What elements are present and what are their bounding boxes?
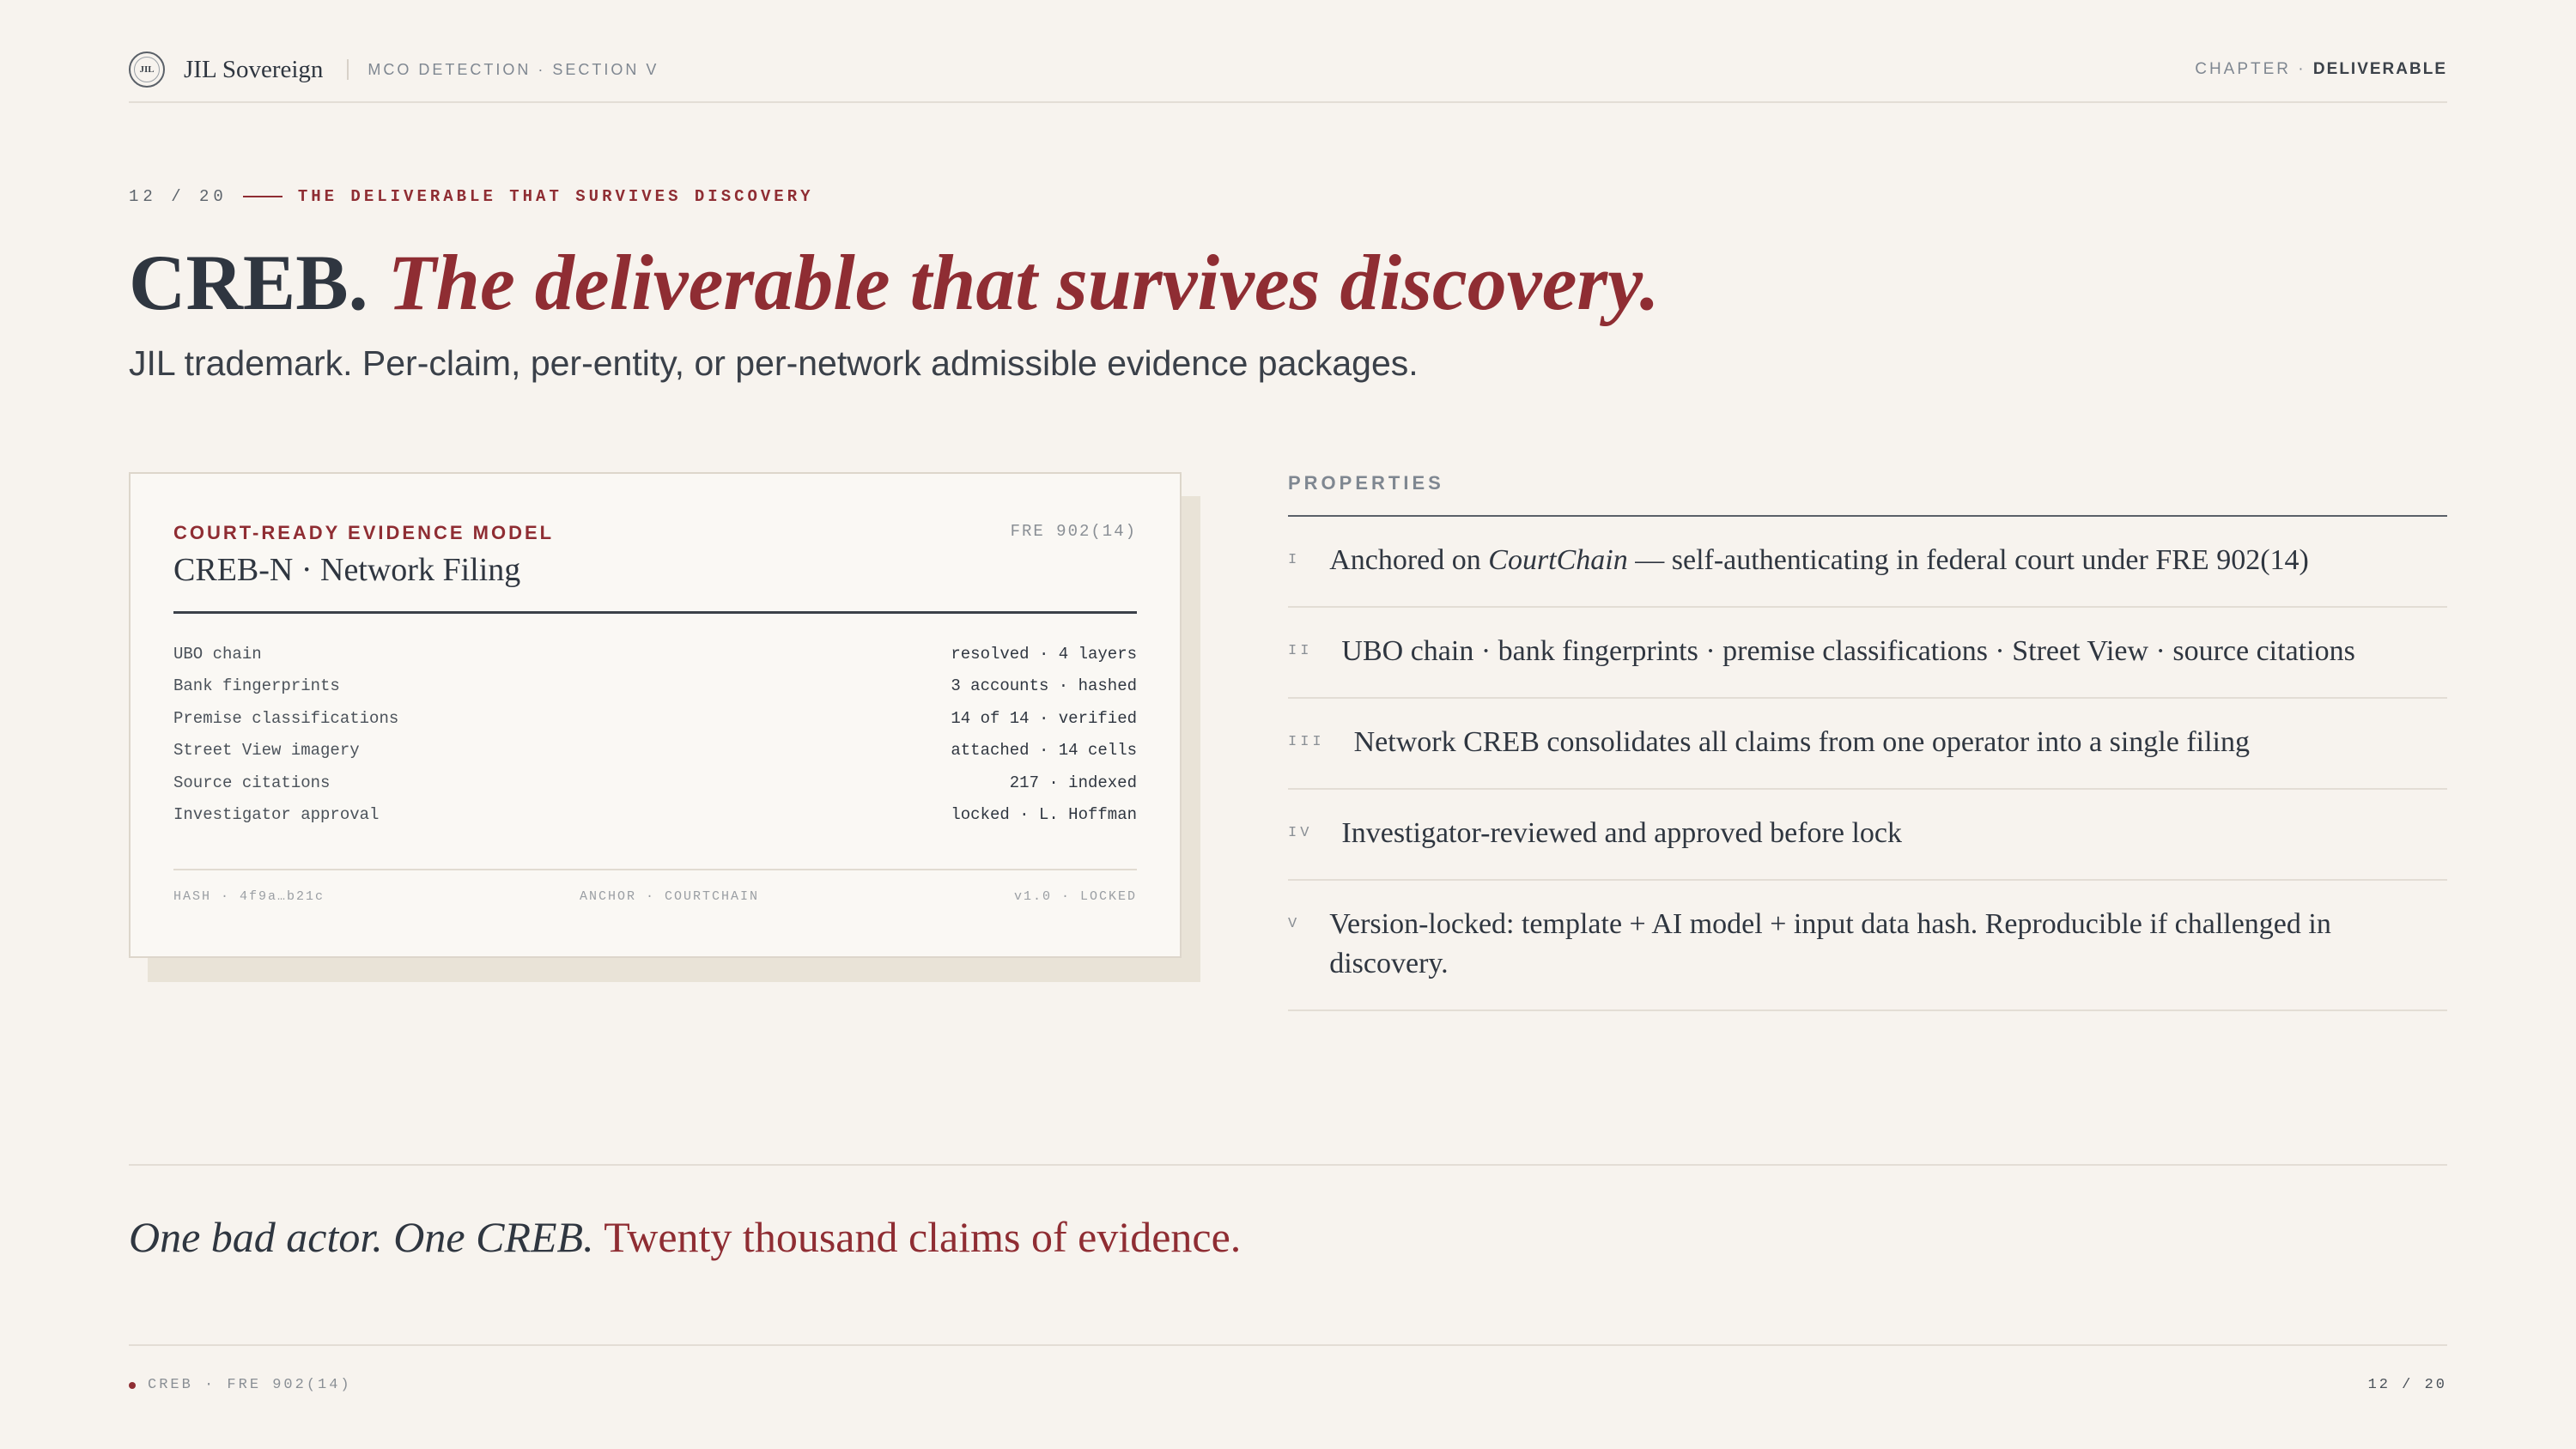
page-title bbox=[129, 235, 1660, 330]
quote-divider bbox=[129, 1164, 2447, 1166]
eyebrow-label: THE DELIVERABLE THAT SURVIVES DISCOVERY bbox=[297, 187, 814, 206]
card-version: v1.0 · LOCKED bbox=[1013, 889, 1137, 904]
property-numeral: III bbox=[1288, 734, 1325, 750]
card-hash: HASH · 4f9a…b21c bbox=[173, 889, 325, 904]
card-row bbox=[173, 735, 1137, 767]
footer-page-number: 12 / 20 bbox=[2367, 1377, 2447, 1393]
title-lead: CREB. bbox=[129, 239, 368, 326]
footer-divider bbox=[129, 1344, 2447, 1346]
section-label: MCO DETECTION · SECTION V bbox=[368, 60, 659, 78]
row-value: 14 of 14 · verified bbox=[951, 708, 1137, 728]
row-label: Investigator approval bbox=[173, 805, 380, 825]
card-rows bbox=[173, 638, 1137, 831]
chapter-indicator bbox=[2195, 60, 2447, 79]
property-item bbox=[1288, 699, 2447, 790]
row-value: attached · 14 cells bbox=[951, 741, 1137, 761]
card-kicker: COURT-READY EVIDENCE MODEL bbox=[173, 522, 555, 543]
card-row bbox=[173, 670, 1137, 703]
jil-logo-icon bbox=[129, 52, 165, 88]
chapter-label: CHAPTER · bbox=[2195, 60, 2306, 78]
property-text: Version-locked: template + AI model + input data hash. Reproducible if challenged in discovery. bbox=[1329, 908, 2331, 979]
property-item bbox=[1288, 608, 2447, 699]
properties-list bbox=[1288, 472, 2447, 1011]
footer-label: CREB · FRE 902(14) bbox=[148, 1377, 352, 1393]
row-label: Premise classifications bbox=[173, 708, 399, 728]
row-value: 217 · indexed bbox=[1009, 773, 1137, 792]
title-emphasis: The deliverable that survives discovery. bbox=[387, 239, 1660, 326]
card-anchor: ANCHOR · COURTCHAIN bbox=[579, 889, 760, 904]
property-text: Investigator-reviewed and approved before lock bbox=[1341, 817, 1902, 849]
quote-part-1: One bad actor. One CREB. bbox=[129, 1213, 594, 1261]
chapter-value: DELIVERABLE bbox=[2312, 60, 2447, 78]
property-text-emphasis: CourtChain bbox=[1488, 544, 1628, 576]
property-text-pre: Anchored on bbox=[1329, 544, 1489, 576]
eyebrow bbox=[129, 187, 814, 206]
property-item bbox=[1288, 517, 2447, 608]
properties-heading: PROPERTIES bbox=[1288, 472, 2447, 517]
card-title: CREB-N · Network Filing bbox=[173, 551, 1137, 614]
brand bbox=[129, 52, 659, 88]
evidence-card bbox=[129, 472, 1182, 958]
row-value: 3 accounts · hashed bbox=[951, 676, 1137, 696]
slide-counter: 12 / 20 bbox=[129, 187, 228, 206]
row-label: Source citations bbox=[173, 773, 331, 792]
eyebrow-rule bbox=[243, 196, 283, 197]
property-numeral: II bbox=[1288, 643, 1313, 659]
property-numeral: IV bbox=[1288, 825, 1313, 841]
page-subtitle: JIL trademark. Per-claim, per-entity, or per-network admissible evidence packages. bbox=[129, 343, 1419, 383]
row-label: Street View imagery bbox=[173, 741, 360, 761]
property-text bbox=[1329, 541, 2309, 580]
row-value: locked · L. Hoffman bbox=[951, 805, 1137, 825]
logo-text: JIL bbox=[139, 64, 155, 75]
card-footer bbox=[173, 869, 1137, 904]
row-value: resolved · 4 layers bbox=[951, 644, 1137, 664]
property-text-post: — self-authenticating in federal court under FRE 902(14) bbox=[1627, 544, 2309, 576]
property-item bbox=[1288, 881, 2447, 1011]
row-label: UBO chain bbox=[173, 644, 262, 664]
footer-left bbox=[129, 1377, 352, 1393]
property-numeral: I bbox=[1288, 552, 1301, 568]
quote-part-2: Twenty thousand claims of evidence. bbox=[604, 1213, 1242, 1261]
brand-divider bbox=[347, 59, 349, 80]
card-row bbox=[173, 767, 1137, 799]
property-text: UBO chain · bank fingerprints · premise classifications · Street View · source citations bbox=[1341, 635, 2355, 667]
row-label: Bank fingerprints bbox=[173, 676, 340, 696]
brand-name: JIL Sovereign bbox=[184, 55, 324, 83]
card-row bbox=[173, 638, 1137, 670]
property-item bbox=[1288, 790, 2447, 881]
pull-quote bbox=[129, 1212, 1241, 1262]
card-reference: FRE 902(14) bbox=[1010, 522, 1137, 541]
property-numeral: V bbox=[1288, 916, 1301, 932]
top-bar bbox=[129, 45, 2447, 103]
accent-dot-icon bbox=[129, 1382, 136, 1389]
footer bbox=[129, 1377, 2447, 1393]
card-row bbox=[173, 799, 1137, 832]
property-text: Network CREB consolidates all claims from one operator into a single filing bbox=[1353, 726, 2251, 758]
card-row bbox=[173, 702, 1137, 735]
